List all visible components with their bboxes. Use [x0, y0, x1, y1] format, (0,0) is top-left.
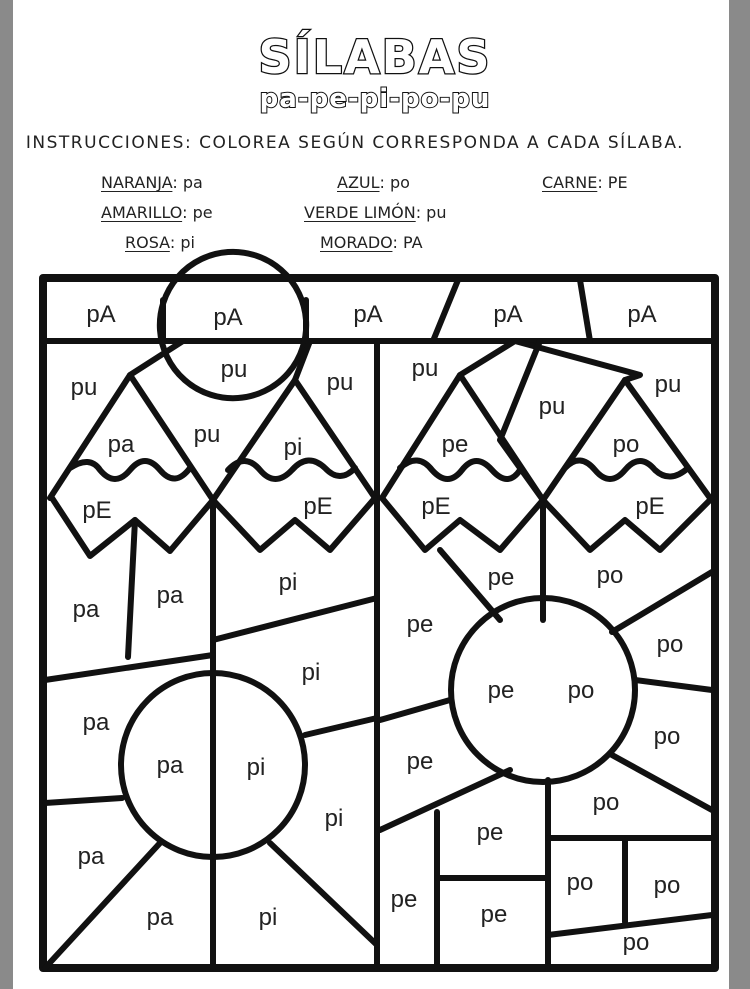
- label-2: pA: [353, 301, 383, 328]
- label-12: pa: [107, 431, 135, 458]
- label-32: po: [567, 677, 595, 704]
- label-9: pu: [411, 355, 439, 382]
- legend-item-naranja: NARANJA: pa: [101, 173, 203, 192]
- label-16: pE: [82, 497, 112, 524]
- label-23: pe: [487, 564, 515, 591]
- label-28: pa: [82, 709, 110, 736]
- label-44: po: [566, 869, 594, 896]
- label-0: pA: [86, 301, 116, 328]
- label-35: pi: [324, 805, 344, 832]
- label-34: po: [653, 723, 681, 750]
- legend-item-verde-limon: VERDE LIMÓN: pu: [304, 203, 447, 222]
- label-21: pa: [156, 582, 184, 609]
- label-20: pa: [72, 596, 100, 623]
- label-19: pE: [635, 493, 665, 520]
- label-6: pu: [220, 356, 248, 383]
- label-30: pi: [246, 754, 266, 781]
- label-37: pe: [390, 886, 418, 913]
- page-title: SÍLABAS: [258, 30, 492, 84]
- legend-item-carne: CARNE: PE: [542, 173, 628, 192]
- label-15: po: [612, 431, 640, 458]
- label-33: pe: [406, 748, 434, 775]
- label-7: pu: [326, 369, 354, 396]
- label-24: pe: [406, 611, 434, 638]
- label-3: pA: [493, 301, 523, 328]
- legend-item-morado: MORADO: PA: [320, 233, 423, 252]
- legend-item-rosa: ROSA: pi: [125, 233, 195, 252]
- label-26: po: [656, 631, 684, 658]
- legend-item-azul: AZUL: po: [337, 173, 410, 192]
- label-5: pu: [70, 374, 98, 401]
- page-subtitle: pa-pe-pi-po-pu: [259, 84, 491, 114]
- label-27: pi: [301, 659, 321, 686]
- label-39: pa: [77, 843, 105, 870]
- label-11: pu: [654, 371, 682, 398]
- label-10: pu: [538, 393, 566, 420]
- label-13: pi: [283, 434, 303, 461]
- label-46: po: [622, 929, 650, 956]
- instructions-text: INSTRUCCIONES: COLOREA SEGÚN CORRESPONDA A CADA SÍLABA.: [25, 133, 685, 153]
- label-29: pa: [156, 752, 184, 779]
- label-42: pe: [480, 901, 508, 928]
- label-22: pi: [278, 569, 298, 596]
- label-41: pi: [258, 904, 278, 931]
- label-31: pe: [487, 677, 515, 704]
- label-18: pE: [421, 493, 451, 520]
- label-36: pe: [476, 819, 504, 846]
- label-40: pa: [146, 904, 174, 931]
- label-4: pA: [627, 301, 657, 328]
- label-1: pA: [213, 304, 243, 331]
- label-25: po: [596, 562, 624, 589]
- label-17: pE: [303, 493, 333, 520]
- label-38: po: [592, 789, 620, 816]
- label-8: pu: [193, 421, 221, 448]
- legend-item-amarillo: AMARILLO: pe: [101, 203, 213, 222]
- label-45: po: [653, 872, 681, 899]
- label-14: pe: [441, 431, 469, 458]
